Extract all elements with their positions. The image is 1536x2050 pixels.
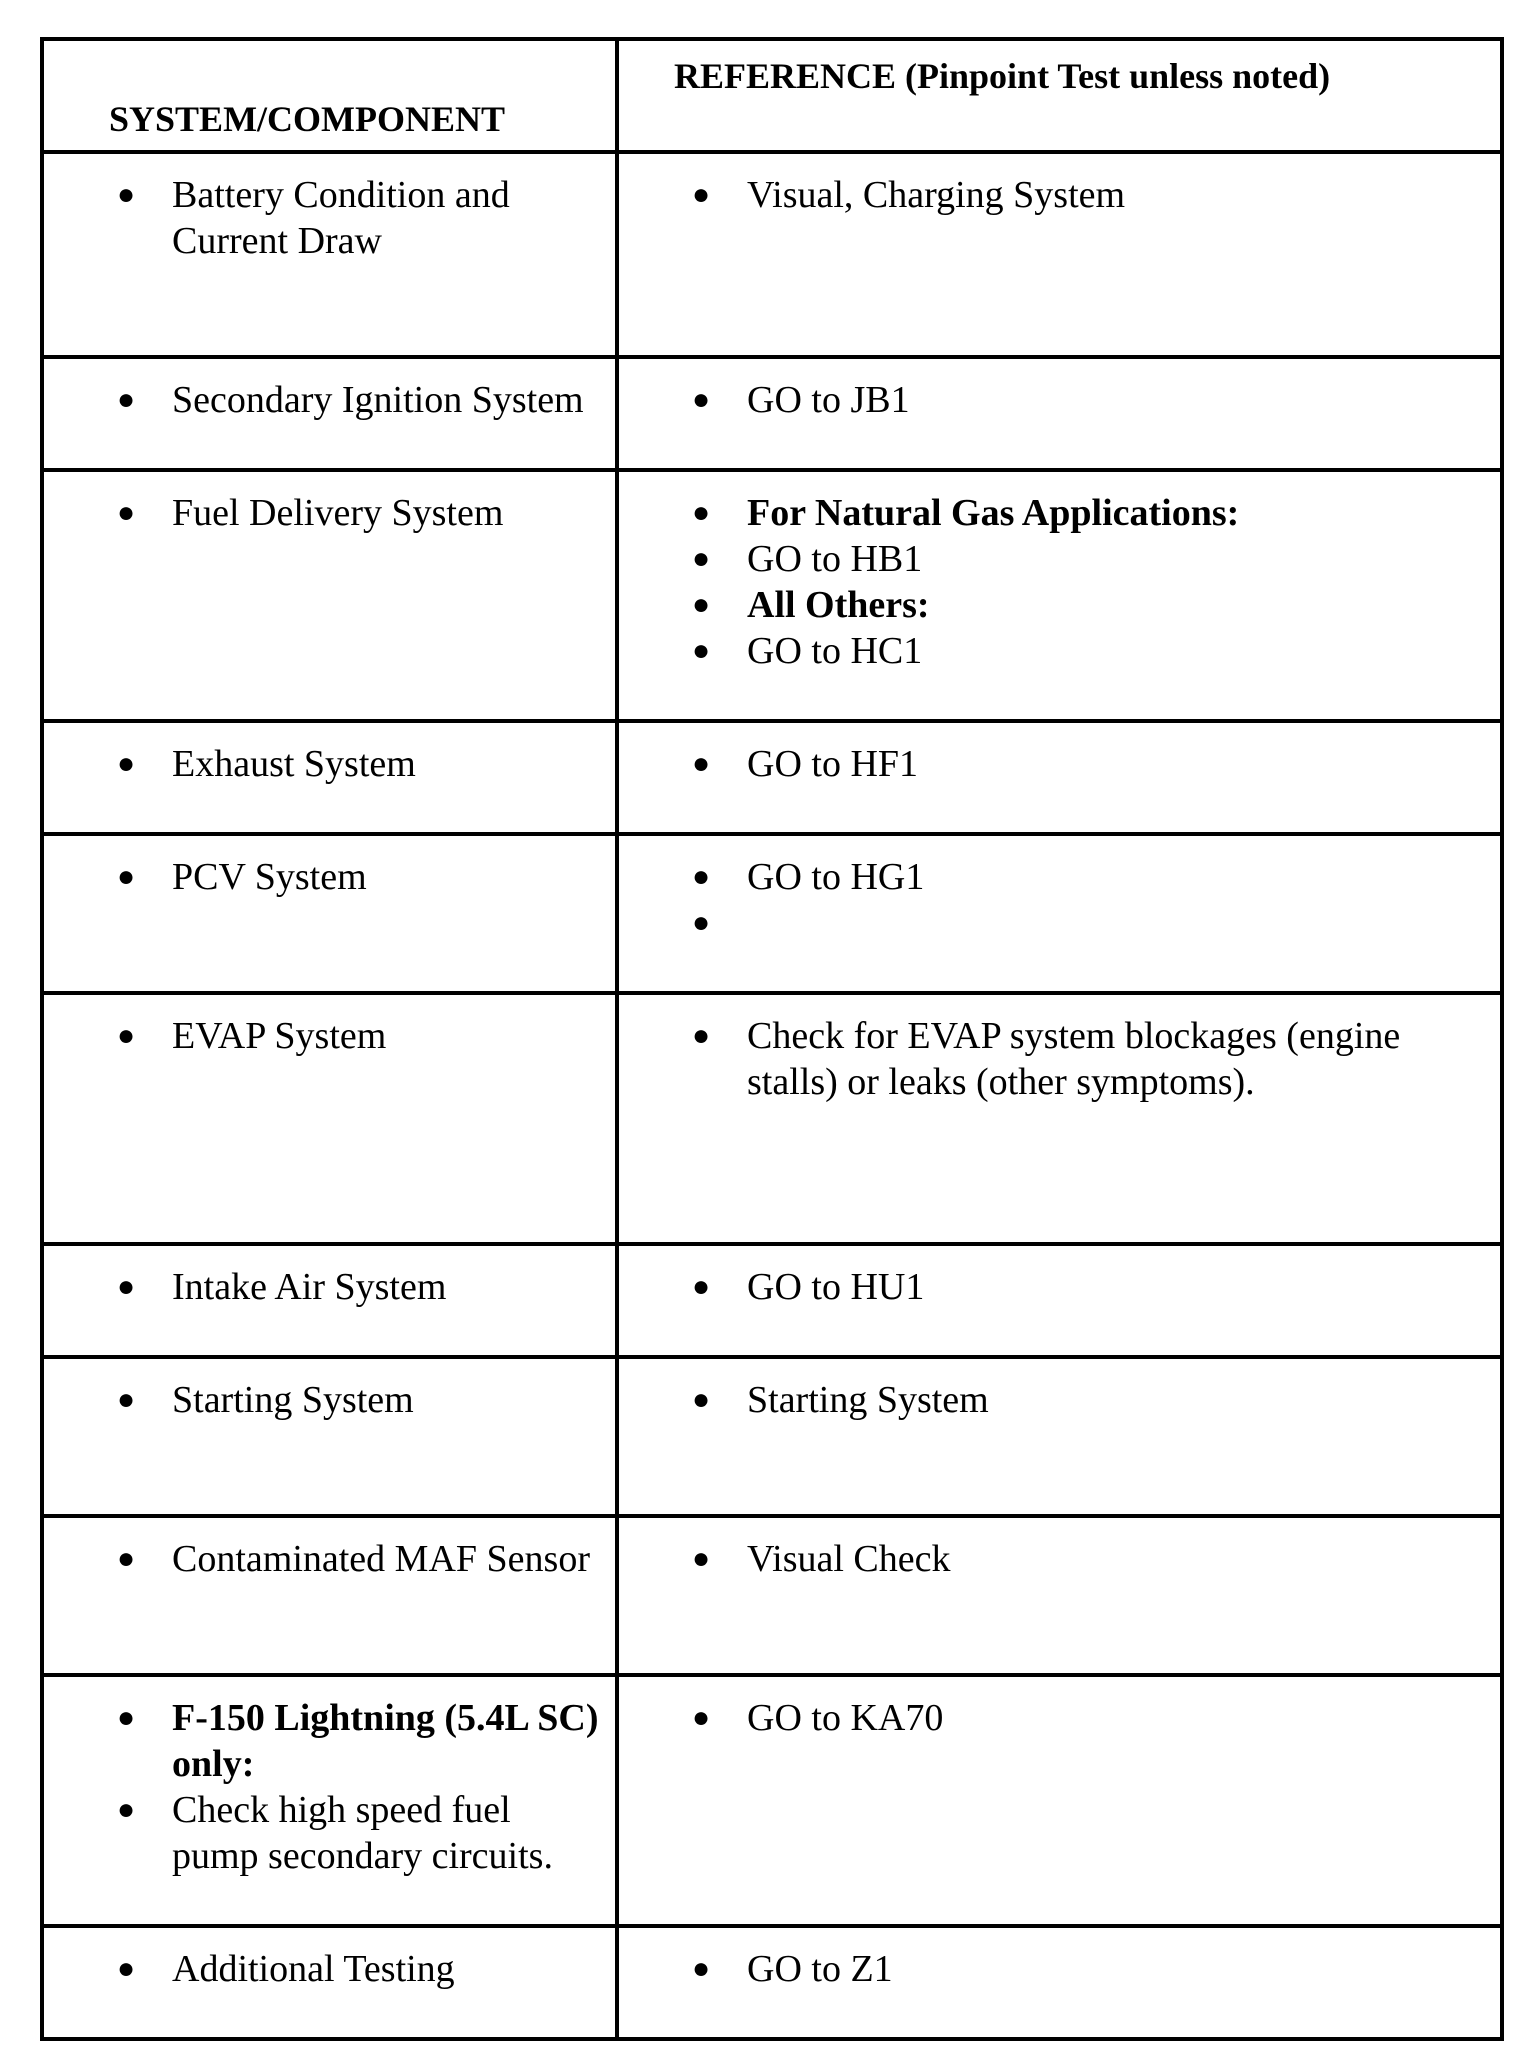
- list-item-text: Fuel Delivery System: [172, 492, 504, 534]
- bullet-list: [44, 154, 615, 264]
- bullet-icon: ●: [691, 178, 711, 211]
- list-item-text: All Others:: [747, 584, 930, 626]
- bullet-icon: ●: [116, 1542, 136, 1575]
- list-item: [619, 1695, 1490, 1741]
- list-item: [44, 1264, 605, 1310]
- bullet-icon: ●: [116, 1793, 136, 1826]
- list-item: [619, 490, 1490, 536]
- bullet-list: [619, 995, 1500, 1105]
- list-item-text: Exhaust System: [172, 743, 416, 785]
- bullet-list: [619, 1246, 1500, 1310]
- list-item: [44, 1946, 605, 1992]
- table-row: [42, 1244, 1502, 1357]
- bullet-icon: ●: [691, 588, 711, 621]
- table-body: [42, 152, 1502, 2039]
- bullet-icon: ●: [691, 496, 711, 529]
- bullet-icon: ●: [116, 1019, 136, 1052]
- list-item: [44, 172, 605, 264]
- reference-cell: [617, 834, 1502, 993]
- bullet-list: [44, 836, 615, 900]
- bullet-list: [44, 359, 615, 423]
- system-component-cell: [42, 357, 617, 470]
- reference-cell: [617, 1244, 1502, 1357]
- list-item: [44, 490, 605, 536]
- bullet-list: [619, 1928, 1500, 1992]
- header-reference: REFERENCE (Pinpoint Test unless noted): [617, 39, 1502, 152]
- bullet-list: [44, 995, 615, 1059]
- list-item-text: Starting System: [747, 1379, 989, 1421]
- bullet-list: [619, 1359, 1500, 1423]
- system-component-cell: [42, 721, 617, 834]
- list-item: [619, 1377, 1490, 1423]
- bullet-icon: ●: [116, 496, 136, 529]
- reference-cell: [617, 993, 1502, 1244]
- list-item-text: Additional Testing: [172, 1948, 455, 1990]
- reference-cell: [617, 1516, 1502, 1675]
- bullet-icon: ●: [691, 1270, 711, 1303]
- list-item-text: Check for EVAP system blockages (engine stalls) or leaks (other symptoms).: [747, 1015, 1401, 1103]
- list-item-text: GO to KA70: [747, 1697, 944, 1739]
- reference-cell: [617, 721, 1502, 834]
- bullet-icon: ●: [691, 634, 711, 667]
- bullet-icon: ●: [691, 542, 711, 575]
- bullet-list: [44, 1518, 615, 1582]
- list-item: [619, 1946, 1490, 1992]
- list-item: [619, 1536, 1490, 1582]
- list-item-text: GO to HC1: [747, 630, 923, 672]
- table-row: [42, 152, 1502, 357]
- bullet-list: [44, 1246, 615, 1310]
- reference-cell: [617, 1675, 1502, 1926]
- bullet-icon: ●: [691, 1383, 711, 1416]
- reference-cell: [617, 1926, 1502, 2039]
- table-row: [42, 1926, 1502, 2039]
- list-item-text: Check high speed fuel pump secondary circuits.: [172, 1789, 553, 1877]
- list-item-text: PCV System: [172, 856, 367, 898]
- list-item: [619, 854, 1490, 900]
- system-component-cell: [42, 834, 617, 993]
- list-item-text: Contaminated MAF Sensor: [172, 1538, 590, 1580]
- bullet-list: [619, 836, 1500, 946]
- list-item: [44, 1377, 605, 1423]
- table-row: [42, 1516, 1502, 1675]
- bullet-icon: ●: [116, 1383, 136, 1416]
- bullet-icon: ●: [116, 860, 136, 893]
- bullet-list: [619, 1677, 1500, 1741]
- list-item-text: EVAP System: [172, 1015, 387, 1057]
- list-item: [619, 1013, 1490, 1105]
- bullet-icon: ●: [691, 1019, 711, 1052]
- bullet-icon: ●: [691, 906, 711, 939]
- table-row: [42, 470, 1502, 721]
- list-item-text: Visual Check: [747, 1538, 951, 1580]
- reference-cell: [617, 1357, 1502, 1516]
- bullet-list: [619, 472, 1500, 674]
- bullet-icon: ●: [691, 1952, 711, 1985]
- bullet-list: [44, 1928, 615, 1992]
- table-row: [42, 1675, 1502, 1926]
- bullet-icon: ●: [691, 747, 711, 780]
- header-row: [42, 39, 1502, 152]
- system-component-cell: [42, 1926, 617, 2039]
- list-item-text: Intake Air System: [172, 1266, 447, 1308]
- list-item-text: GO to HU1: [747, 1266, 925, 1308]
- bullet-list: [619, 723, 1500, 787]
- list-item: [619, 628, 1490, 674]
- bullet-list: [44, 1677, 615, 1879]
- reference-cell: [617, 470, 1502, 721]
- bullet-list: [44, 723, 615, 787]
- list-item-text: GO to HB1: [747, 538, 923, 580]
- list-item: [44, 1536, 605, 1582]
- list-item-text: GO to HG1: [747, 856, 925, 898]
- reference-cell: [617, 357, 1502, 470]
- list-item: [44, 1013, 605, 1059]
- system-component-cell: [42, 1516, 617, 1675]
- bullet-icon: ●: [116, 1270, 136, 1303]
- bullet-list: [619, 1518, 1500, 1582]
- table-row: [42, 721, 1502, 834]
- bullet-icon: ●: [691, 1542, 711, 1575]
- bullet-icon: ●: [691, 860, 711, 893]
- table-row: [42, 357, 1502, 470]
- list-item-text: GO to JB1: [747, 379, 910, 421]
- system-component-cell: [42, 1357, 617, 1516]
- bullet-icon: ●: [116, 747, 136, 780]
- bullet-icon: ●: [116, 178, 136, 211]
- list-item: [44, 1695, 605, 1787]
- system-component-cell: [42, 1244, 617, 1357]
- list-item: [44, 854, 605, 900]
- reference-cell: [617, 152, 1502, 357]
- list-item: [619, 536, 1490, 582]
- list-item: [44, 377, 605, 423]
- table-row: [42, 993, 1502, 1244]
- bullet-list: [619, 154, 1500, 218]
- list-item: [619, 582, 1490, 628]
- system-component-cell: [42, 152, 617, 357]
- table-row: [42, 834, 1502, 993]
- list-item: [619, 741, 1490, 787]
- header-system-component: SYSTEM/COMPONENT: [42, 39, 617, 152]
- list-item: [619, 900, 1490, 946]
- bullet-list: [44, 1359, 615, 1423]
- bullet-list: [619, 359, 1500, 423]
- list-item-text: GO to HF1: [747, 743, 919, 785]
- bullet-icon: ●: [116, 383, 136, 416]
- list-item: [44, 741, 605, 787]
- list-item-text: F-150 Lightning (5.4L SC) only:: [172, 1697, 599, 1785]
- list-item: [619, 377, 1490, 423]
- list-item-text: GO to Z1: [747, 1948, 893, 1990]
- bullet-icon: ●: [116, 1701, 136, 1734]
- bullet-icon: ●: [691, 1701, 711, 1734]
- list-item-text: Starting System: [172, 1379, 414, 1421]
- list-item-text: For Natural Gas Applications:: [747, 492, 1240, 534]
- system-component-cell: [42, 470, 617, 721]
- list-item: [44, 1787, 605, 1879]
- system-component-cell: [42, 1675, 617, 1926]
- table-row: [42, 1357, 1502, 1516]
- list-item-text: Battery Condition and Current Draw: [172, 174, 510, 262]
- list-item-text: Visual, Charging System: [747, 174, 1126, 216]
- system-component-cell: [42, 993, 617, 1244]
- list-item: [619, 172, 1490, 218]
- diagnostic-reference-table: [40, 37, 1504, 2041]
- list-item: [619, 1264, 1490, 1310]
- list-item-text: Secondary Ignition System: [172, 379, 584, 421]
- bullet-list: [44, 472, 615, 536]
- bullet-icon: ●: [691, 383, 711, 416]
- bullet-icon: ●: [116, 1952, 136, 1985]
